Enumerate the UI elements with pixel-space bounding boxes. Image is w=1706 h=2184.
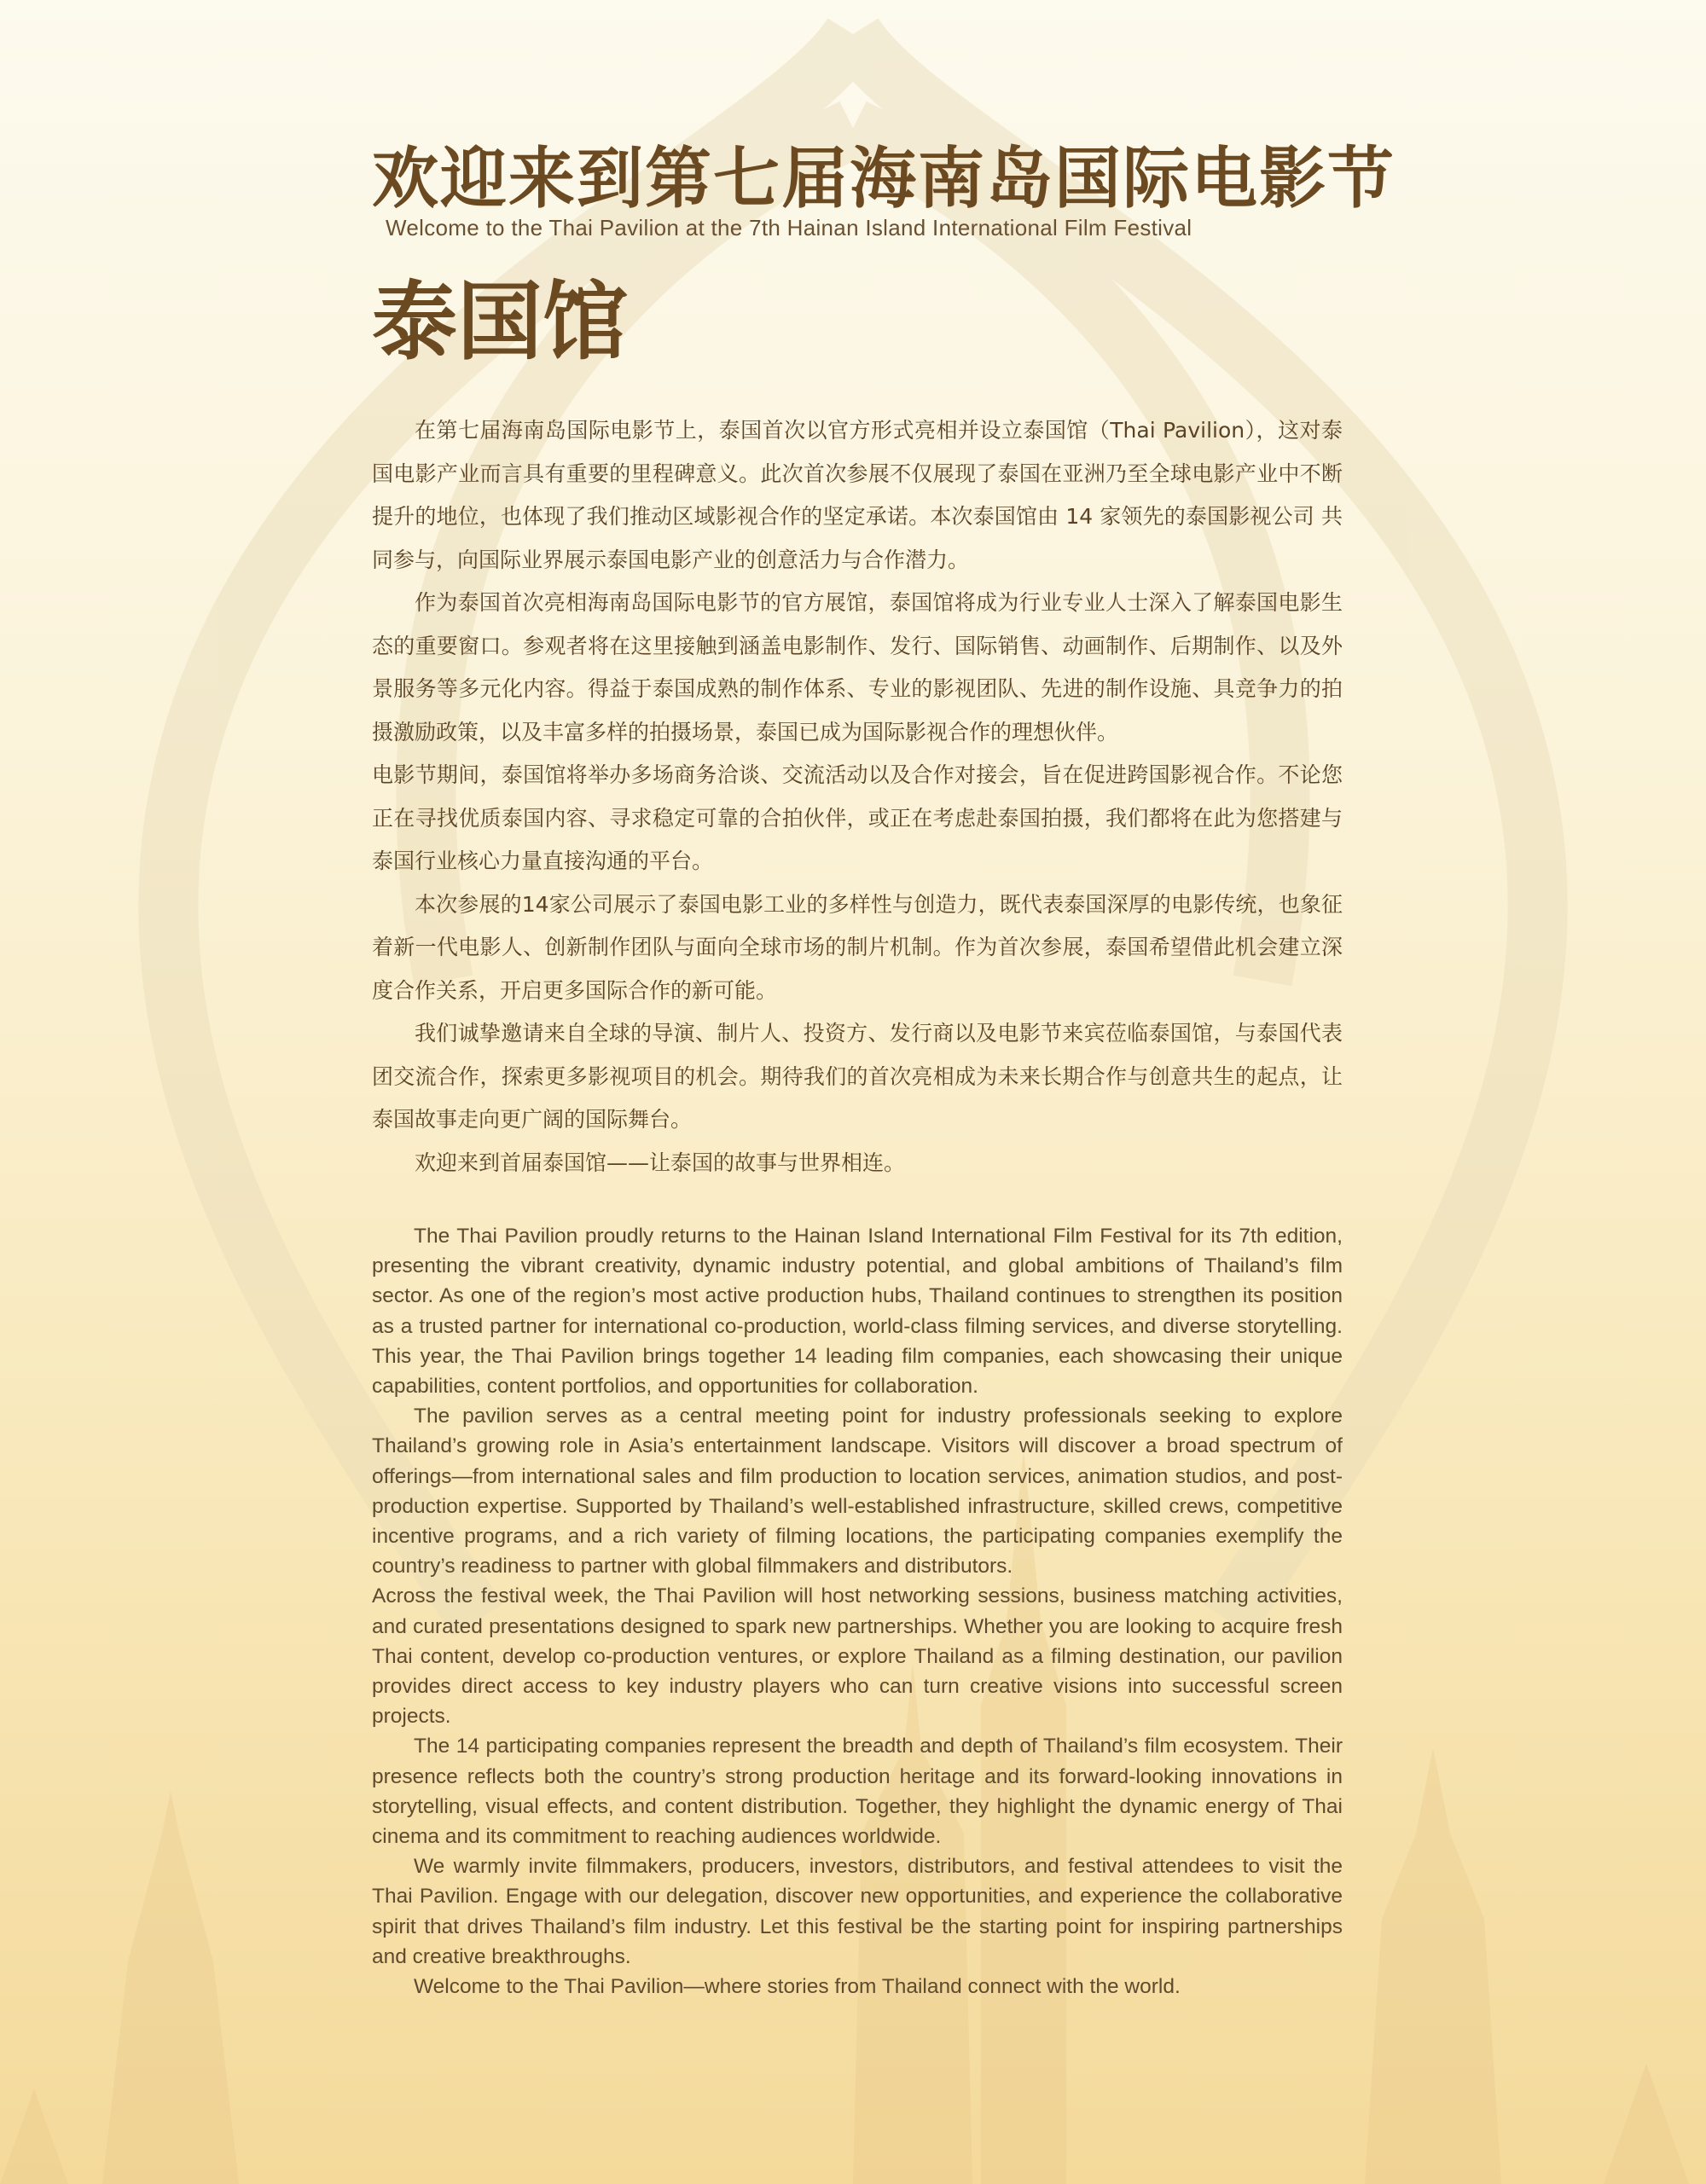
cn-paragraph: 欢迎来到首届泰国馆——让泰国的故事与世界相连。 bbox=[415, 1150, 906, 1175]
english-body bbox=[372, 1221, 1343, 2002]
cn-paragraph: 我们诚挚邀请来自全球的导演、制片人、投资方、发行商以及电影节来宾莅临泰国馆，与泰国代表团交流合作，探索更多影视项目的机会。期待我们的首次亮相成为未来长期合作与创意共生的起点，让泰国故事走向更广阔的国际舞台。 bbox=[372, 1021, 1343, 1132]
en-paragraph: The 14 participating companies represent the breadth and depth of Thailand’s film ecosystem. Their presence reflects both the country’s strong production heritage and its forward-looking innovations in storytelling, visual effects, and content distribution. Together, they highlight the dynamic energy of Thai cinema and its commitment to reaching audiences worldwide. bbox=[372, 1735, 1343, 1849]
en-paragraph: The Thai Pavilion proudly returns to the Hainan Island International Film Festival for its 7th edition, presenting the vibrant creativity, dynamic industry potential, and global ambitions of Thailand’s film sector. As one of the region’s most active production hubs, Thailand continues to strengthen its position as a trusted partner for international co-production, world-class filming services, and diverse storytelling. This year, the Thai Pavilion brings together 14 leading film companies, each showcasing their unique capabilities, content portfolios, and opportunities for collaboration. bbox=[372, 1225, 1343, 1399]
cn-paragraph: 在第七届海南岛国际电影节上，泰国首次以官方形式亮相并设立泰国馆（Thai Pavilion），这对泰国电影产业而言具有重要的里程碑意义。此次首次参展不仅展现了泰国在亚洲乃至全球电影产业中不断提升的地位，也体现了我们推动区域影视合作的坚定承诺。本次泰国馆由 14 家领先的泰国影视公司 共同参与，向国际业界展示泰国电影产业的创意活力与合作潜力。 bbox=[372, 418, 1343, 572]
page-title-chinese: 欢迎来到第七届海南岛国际电影节 bbox=[372, 141, 1396, 217]
chinese-body bbox=[372, 409, 1343, 1185]
en-paragraph: Across the festival week, the Thai Pavilion will host networking sessions, business matching activities, and curated presentations designed to spark new partnerships. Whether you are looking to acquire fresh Thai content, develop co-production ventures, or explore Thailand as a filming destination, our pavilion provides direct access to key industry players who can turn creative visions into successful screen projects. bbox=[372, 1584, 1343, 1729]
cn-paragraph: 作为泰国首次亮相海南岛国际电影节的官方展馆，泰国馆将成为行业专业人士深入了解泰国电影生态的重要窗口。参观者将在这里接触到涵盖电影制作、发行、国际销售、动画制作、后期制作、以及外景服务等多元化内容。得益于泰国成熟的制作体系、专业的影视团队、先进的制作设施、具竞争力的拍摄激励政策，以及丰富多样的拍摄场景，泰国已成为国际影视合作的理想伙伴。 bbox=[372, 590, 1343, 744]
en-paragraph: We warmly invite filmmakers, producers, investors, distributors, and festival attendees to visit the Thai Pavilion. Engage with our delegation, discover new opportunities, and experience the collaborative spirit that drives Thailand’s film industry. Let this festival be the starting point for inspiring partnerships and creative breakthroughs. bbox=[372, 1855, 1343, 1968]
pavilion-heading: 泰国馆 bbox=[372, 272, 628, 372]
cn-paragraph: 本次参展的14家公司展示了泰国电影工业的多样性与创造力，既代表泰国深厚的电影传统，也象征着新一代电影人、创新制作团队与面向全球市场的制片机制。作为首次参展，泰国希望借此机会建立深度合作关系，开启更多国际合作的新可能。 bbox=[372, 891, 1343, 1003]
en-paragraph: The pavilion serves as a central meeting point for industry professionals seeking to explore Thailand’s growing role in Asia’s entertainment landscape. Visitors will discover a broad spectrum of offerings—from international sales and film production to location services, animation studios, and post-production expertise. Supported by Thailand’s well-established infrastructure, skilled crews, competitive incentive programs, and a rich variety of filming locations, the participating companies exemplify the country’s readiness to partner with global filmmakers and distributors. bbox=[372, 1405, 1343, 1579]
page-subtitle-english: Welcome to the Thai Pavilion at the 7th Hainan Island International Film Festival bbox=[386, 215, 1192, 240]
cn-paragraph: 电影节期间，泰国馆将举办多场商务洽谈、交流活动以及合作对接会，旨在促进跨国影视合作。不论您正在寻找优质泰国内容、寻求稳定可靠的合拍伙伴，或正在考虑赴泰国拍摄，我们都将在此为您搭建与泰国行业核心力量直接沟通的平台。 bbox=[372, 762, 1343, 873]
en-paragraph: Welcome to the Thai Pavilion—where stories from Thailand connect with the world. bbox=[414, 1975, 1181, 1999]
